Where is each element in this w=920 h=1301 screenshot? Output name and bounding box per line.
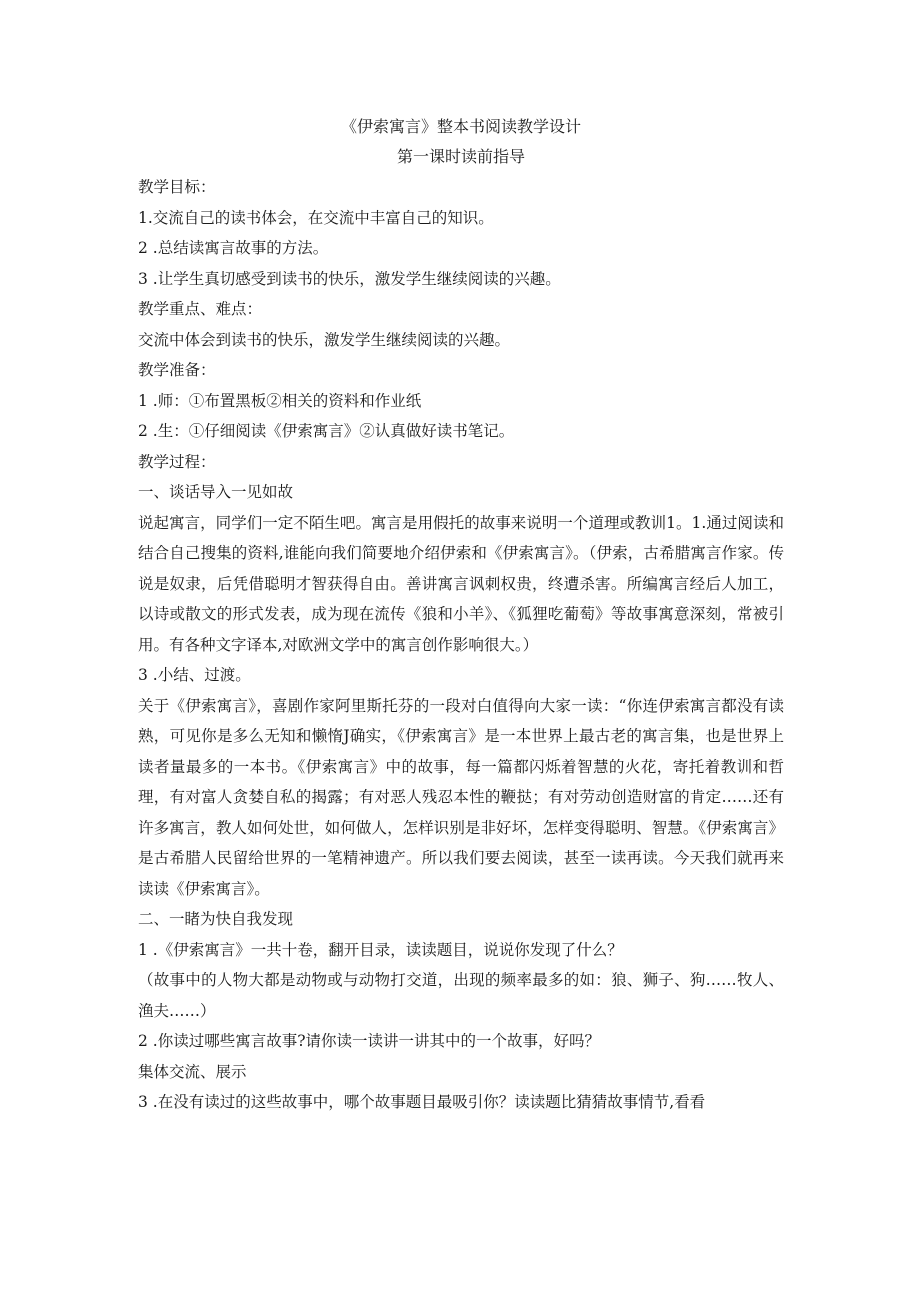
key-points-text: 交流中体会到读书的快乐，激发学生继续阅读的兴趣。 (138, 330, 511, 349)
section-note: （故事中的人物大都是动物或与动物打交道，出现的频率最多的如：狼、狮子、狗……牧人、渔夫……） (138, 971, 784, 1020)
section-text: 集体交流、展示 (138, 1062, 247, 1081)
document-title: 《伊索寓言》整本书阅读教学设计 (340, 117, 581, 136)
objectives-heading: 教学目标： (138, 178, 216, 196)
document-subtitle: 第一课时读前指导 (396, 147, 525, 166)
section-item: 1 .《伊索寓言》一共十卷，翻开目录，读读题目，说说你发现了什么？ (138, 940, 623, 959)
section-item: 3 .小结、过渡。 (138, 666, 251, 684)
objective-item: 1.交流自己的读书体会，在交流中丰富自己的知识。 (138, 208, 494, 227)
preparation-item: 1 .师：①布置黑板②相关的资料和作业纸 (138, 391, 422, 410)
objective-item: 2 .总结读寓言故事的方法。 (138, 239, 329, 257)
objective-item: 3 .让学生真切感受到读书的快乐，激发学生继续阅读的兴趣。 (138, 269, 561, 288)
section-heading: 一、谈话导入一见如故 (138, 483, 294, 501)
preparation-item: 2 .生：①仔细阅读《伊索寓言》②认真做好读书笔记。 (138, 422, 515, 440)
process-heading: 教学过程： (138, 452, 216, 471)
section-heading: 二、一睹为快自我发现 (138, 910, 294, 928)
body-paragraph: 关于《伊索寓言》，喜剧作家阿里斯托芬的一段对白值得向大家一读：“你连伊索寓言都没有读熟，可见你是多么无知和懒惰J确实，《伊索寓言》是一本世界上最古老的寓言集，也是世界上读者量最多的一本书。《伊索寓言》中的故事，每一篇都闪烁着智慧的火花，寄托着教训和哲理，有对富人贪婪自私的揭露；有对恶人残忍本性的鞭挞；有对劳动创造财富的肯定……还有许多寓言，教人如何处世，如何做人，怎样识别是非好坏，怎样变得聪明、智慧。《伊索寓言》是古希腊人民留给世界的一笔精神遗产。所以我们要去阅读，甚至一读再读。今天我们就再来读读《伊索寓言》。 (138, 696, 784, 898)
preparation-heading: 教学准备： (138, 361, 216, 379)
document-page (138, 112, 784, 1118)
body-paragraph: 说起寓言，同学们一定不陌生吧。寓言是用假托的故事来说明一个道理或教训1。1.通过阅读和结合自己搜集的资料,谁能向我们简要地介绍伊索和《伊索寓言》。（伊索，古希腊寓言作家。传说是奴隶，后凭借聪明才智获得自由。善讲寓言讽刺权贵，终遭杀害。所编寓言经后人加工，以诗或散文的形式发表，成为现在流传《狼和小羊》、《狐狸吃葡萄》等故事寓意深刻，常被引用。有各种文字译本,对欧洲文学中的寓言创作影响很大。） (138, 513, 784, 654)
key-points-heading: 教学重点、难点： (138, 300, 263, 318)
section-item: 3 .在没有读过的这些故事中，哪个故事题目最吸引你？读读题比猜猜故事情节,看看 (138, 1093, 706, 1111)
section-item: 2 .你读过哪些寓言故事?请你读一读讲一讲其中的一个故事，好吗？ (138, 1032, 601, 1050)
